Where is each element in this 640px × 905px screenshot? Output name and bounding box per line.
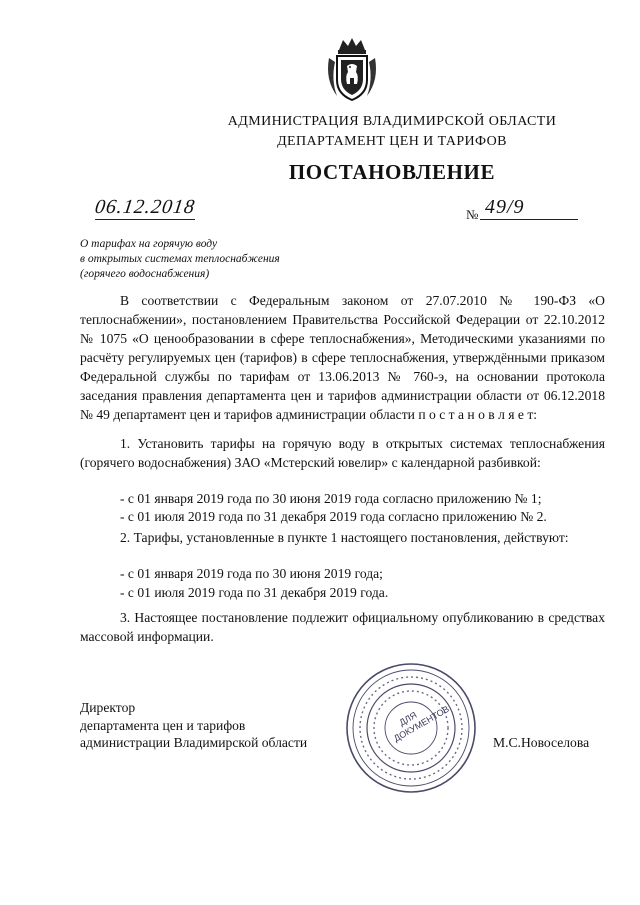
document-date: 06.12.2018 (93, 196, 197, 218)
number-underline (480, 219, 578, 220)
date-underline (95, 219, 195, 220)
org-name: АДМИНИСТРАЦИЯ ВЛАДИМИРСКОЙ ОБЛАСТИ (227, 114, 557, 129)
clause-2-period-1: - с 01 января 2019 года по 30 июня 2019 года; (120, 566, 383, 581)
clause-1-period-1: - с 01 января 2019 года по 30 июня 2019 года согласно приложению № 1; (120, 491, 542, 506)
signer-title: администрации Владимирской области (80, 735, 308, 750)
subject-line: в открытых системах теплоснабжения (80, 253, 280, 265)
number-label: № (466, 207, 479, 222)
clause-2-period-2: - с 01 июля 2019 года по 31 декабря 2019 года. (120, 585, 389, 600)
signer-title: Директор (80, 700, 136, 715)
clause-1: 1. Установить тарифы на горячую воду в открытых системах теплоснабжения (горячего водоснабжения) ЗАО «Мстерский ювелир» с календарной разбивкой: (80, 436, 605, 470)
signer-name: М.С.Новоселова (493, 735, 590, 750)
subject-line: О тарифах на горячую воду (80, 238, 218, 250)
department-name: ДЕПАРТАМЕНТ ЦЕН И ТАРИФОВ (277, 134, 507, 149)
document-type: ПОСТАНОВЛЕНИЕ (288, 160, 496, 184)
clause-3: 3. Настоящее постановление подлежит официальному опубликованию в средствах массовой информации. (80, 610, 605, 644)
signer-title: департамента цен и тарифов (80, 718, 246, 733)
clause-1-period-2: - с 01 июля 2019 года по 31 декабря 2019 года согласно приложению № 2. (120, 509, 547, 524)
document-number: 49/9 (485, 196, 525, 218)
clause-2: 2. Тарифы, установленные в пункте 1 настоящего постановления, действуют: (120, 530, 569, 545)
stamp-text: ДЛЯ ДОКУМЕНТОВ (391, 703, 451, 744)
subject-line: (горячего водоснабжения) (80, 268, 210, 280)
preamble-paragraph: В соответствии с Федеральным законом от 27.07.2010 № 190-ФЗ «О теплоснабжении», постановлением Правительства Российской Федерации от 22.10.2012 № 1075 «О ценообразовании в сфере теплоснабжения», Методическими указаниями по расчёту регулируемых цен (тарифов) в сфере теплоснабжения, утверждёнными приказом Федеральной службы по тарифам от 13.06.2013 № 760-э, на основании протокола заседания правления департамента цен и тарифов администрации области от 06.12.2018 № 49 департамент цен и тарифов администрации области п о с т а н о в л я е т: (80, 293, 605, 422)
coat-of-arms-icon (323, 36, 381, 106)
